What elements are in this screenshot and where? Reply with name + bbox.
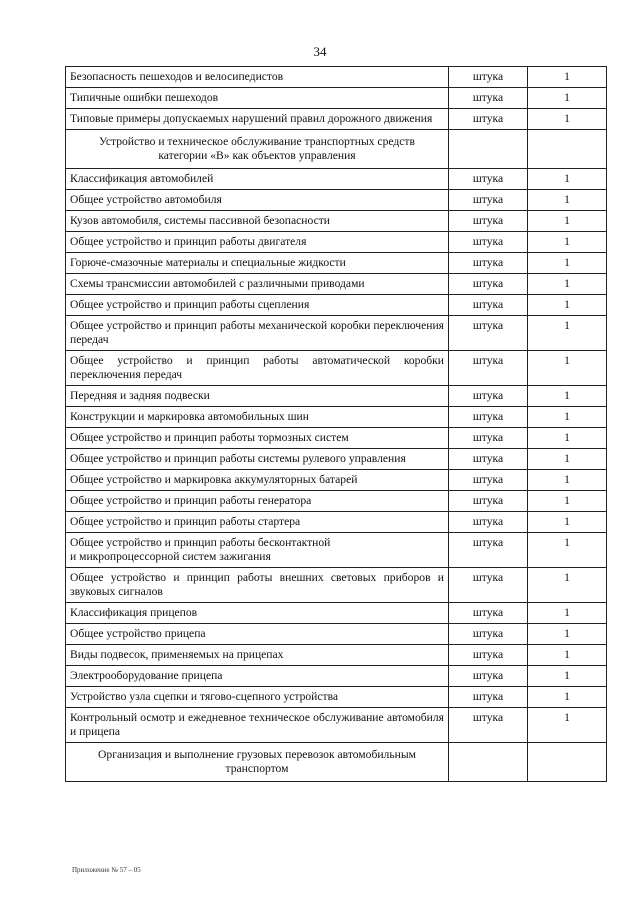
item-unit: штука [449, 67, 528, 88]
item-quantity: 1 [528, 624, 607, 645]
table-row [66, 109, 607, 130]
table-row [66, 512, 607, 533]
item-unit: штука [449, 253, 528, 274]
table-row [66, 316, 607, 351]
table-row [66, 533, 607, 568]
item-quantity: 1 [528, 428, 607, 449]
table-row [66, 295, 607, 316]
table-row [66, 568, 607, 603]
item-unit: штука [449, 708, 528, 743]
item-name: Общее устройство и принцип работы стартера [66, 512, 449, 533]
item-name: Общее устройство и принцип работы внешних световых приборов и звуковых сигналов [66, 568, 449, 603]
item-quantity [528, 130, 607, 169]
item-quantity: 1 [528, 449, 607, 470]
item-quantity [528, 743, 607, 782]
item-quantity: 1 [528, 470, 607, 491]
item-unit: штука [449, 316, 528, 351]
item-quantity: 1 [528, 512, 607, 533]
table-row [66, 407, 607, 428]
item-unit: штука [449, 407, 528, 428]
item-name: Общее устройство и принцип работы тормозных систем [66, 428, 449, 449]
table-row [66, 169, 607, 190]
item-quantity: 1 [528, 253, 607, 274]
item-name: Типичные ошибки пешеходов [66, 88, 449, 109]
section-header-row [66, 743, 607, 782]
item-name: Передняя и задняя подвески [66, 386, 449, 407]
table-row [66, 67, 607, 88]
table-row [66, 603, 607, 624]
item-unit: штука [449, 428, 528, 449]
table-row [66, 190, 607, 211]
item-quantity: 1 [528, 190, 607, 211]
item-quantity: 1 [528, 316, 607, 351]
item-unit [449, 743, 528, 782]
footer-note: Приложение № 57 – 05 [72, 866, 141, 874]
item-name: Классификация автомобилей [66, 169, 449, 190]
item-quantity: 1 [528, 109, 607, 130]
table-row [66, 624, 607, 645]
item-name: Общее устройство и принцип работы бесконтактной и микропроцессорной систем зажигания [66, 533, 449, 568]
item-quantity: 1 [528, 645, 607, 666]
table-row [66, 491, 607, 512]
item-unit: штука [449, 470, 528, 491]
item-name: Конструкции и маркировка автомобильных шин [66, 407, 449, 428]
item-unit: штука [449, 687, 528, 708]
table-row [66, 428, 607, 449]
item-quantity: 1 [528, 211, 607, 232]
section-title: Организация и выполнение грузовых перевозок автомобильным транспортом [66, 743, 449, 782]
item-name: Схемы трансмиссии автомобилей с различными приводами [66, 274, 449, 295]
table-row [66, 88, 607, 109]
table-row [66, 687, 607, 708]
item-name: Кузов автомобиля, системы пассивной безопасности [66, 211, 449, 232]
item-quantity: 1 [528, 491, 607, 512]
item-name: Классификация прицепов [66, 603, 449, 624]
item-quantity: 1 [528, 568, 607, 603]
item-quantity: 1 [528, 603, 607, 624]
item-name: Горюче-смазочные материалы и специальные жидкости [66, 253, 449, 274]
item-unit: штука [449, 512, 528, 533]
equipment-table [65, 66, 607, 782]
item-unit: штука [449, 88, 528, 109]
item-quantity: 1 [528, 274, 607, 295]
item-name: Безопасность пешеходов и велосипедистов [66, 67, 449, 88]
item-name: Общее устройство и принцип работы механической коробки переключения передач [66, 316, 449, 351]
item-unit: штука [449, 666, 528, 687]
item-quantity: 1 [528, 88, 607, 109]
item-name: Электрооборудование прицепа [66, 666, 449, 687]
item-quantity: 1 [528, 407, 607, 428]
item-quantity: 1 [528, 351, 607, 386]
table-row [66, 708, 607, 743]
item-name: Общее устройство и принцип работы сцепления [66, 295, 449, 316]
item-unit: штука [449, 603, 528, 624]
item-unit: штука [449, 169, 528, 190]
item-unit: штука [449, 568, 528, 603]
table-row [66, 386, 607, 407]
item-name: Общее устройство и принцип работы двигателя [66, 232, 449, 253]
item-unit: штука [449, 211, 528, 232]
table-row [66, 211, 607, 232]
item-quantity: 1 [528, 687, 607, 708]
item-name: Устройство узла сцепки и тягово-сцепного устройства [66, 687, 449, 708]
item-unit: штука [449, 645, 528, 666]
item-quantity: 1 [528, 169, 607, 190]
table-body [66, 67, 607, 782]
item-unit [449, 130, 528, 169]
item-quantity: 1 [528, 533, 607, 568]
item-unit: штука [449, 274, 528, 295]
item-unit: штука [449, 190, 528, 211]
page-number: 34 [313, 44, 327, 59]
table-row [66, 253, 607, 274]
item-name: Контрольный осмотр и ежедневное техническое обслуживание автомобиля и прицепа [66, 708, 449, 743]
item-name: Общее устройство и принцип работы автоматической коробки переключения передач [66, 351, 449, 386]
table-row [66, 449, 607, 470]
table-row [66, 645, 607, 666]
table-row [66, 470, 607, 491]
section-header-row [66, 130, 607, 169]
item-quantity: 1 [528, 708, 607, 743]
item-unit: штука [449, 624, 528, 645]
item-unit: штука [449, 533, 528, 568]
item-name: Общее устройство и принцип работы генератора [66, 491, 449, 512]
table-row [66, 232, 607, 253]
table-row [66, 666, 607, 687]
table-row [66, 274, 607, 295]
item-unit: штука [449, 386, 528, 407]
item-name: Типовые примеры допускаемых нарушений правил дорожного движения [66, 109, 449, 130]
item-quantity: 1 [528, 666, 607, 687]
item-unit: штука [449, 351, 528, 386]
item-unit: штука [449, 295, 528, 316]
item-name: Общее устройство автомобиля [66, 190, 449, 211]
item-unit: штука [449, 491, 528, 512]
item-name: Общее устройство и маркировка аккумуляторных батарей [66, 470, 449, 491]
item-quantity: 1 [528, 67, 607, 88]
item-quantity: 1 [528, 386, 607, 407]
item-name: Общее устройство прицепа [66, 624, 449, 645]
item-name: Общее устройство и принцип работы системы рулевого управления [66, 449, 449, 470]
item-quantity: 1 [528, 295, 607, 316]
item-unit: штука [449, 232, 528, 253]
table-row [66, 351, 607, 386]
section-title: Устройство и техническое обслуживание транспортных средств категории «В» как объектов управления [66, 130, 449, 169]
item-unit: штука [449, 109, 528, 130]
item-unit: штука [449, 449, 528, 470]
item-name: Виды подвесок, применяемых на прицепах [66, 645, 449, 666]
item-quantity: 1 [528, 232, 607, 253]
